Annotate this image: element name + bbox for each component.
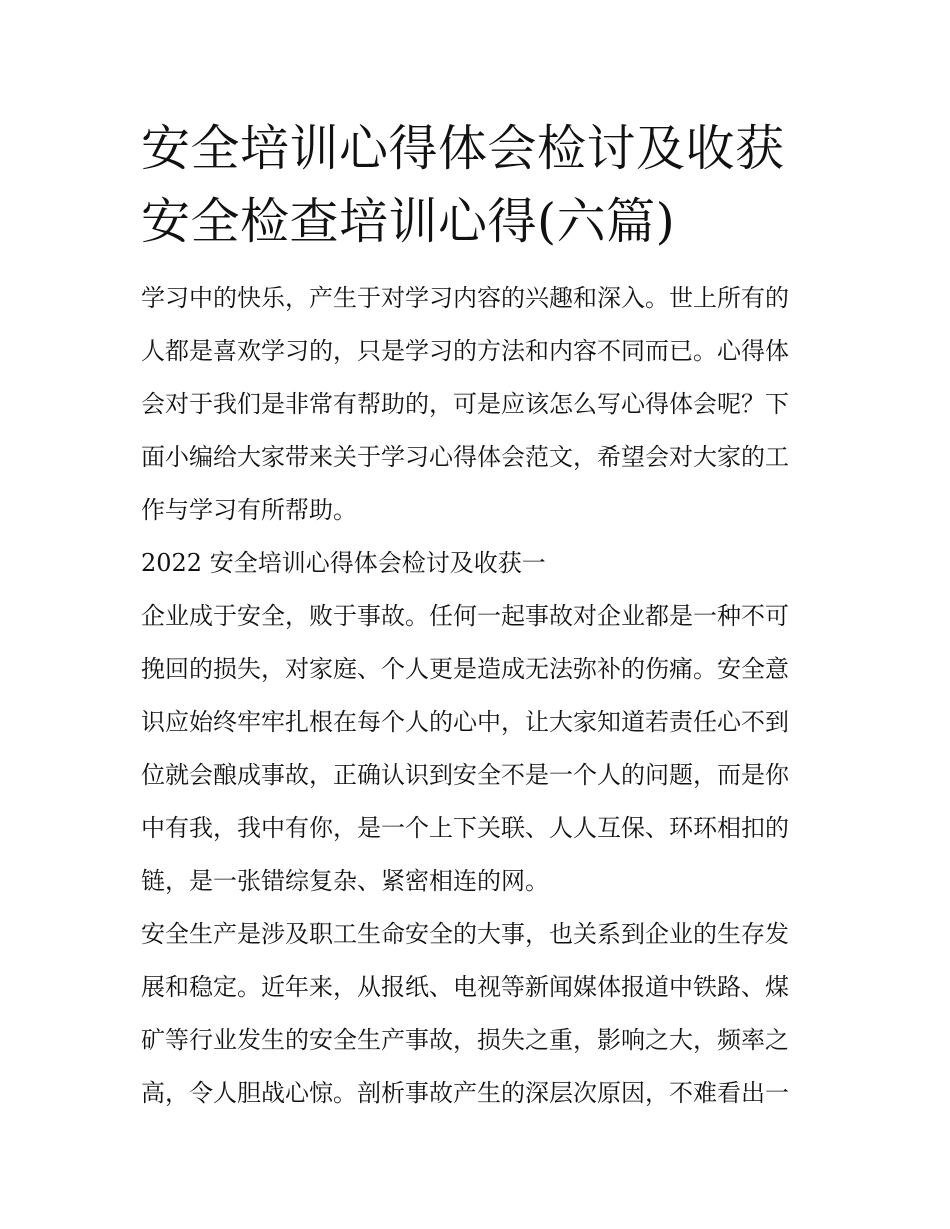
text-line: 面小编给大家带来关于学习心得体会范文，希望会对大家的工 [141,443,789,471]
text-line: 展和稳定。近年来，从报纸、电视等新闻媒体报道中铁路、煤 [141,973,789,1001]
document-title [141,112,813,258]
text-line: 高，令人胆战心惊。剖析事故产生的深层次原因，不难看出一 [141,1079,789,1107]
text-line: 作与学习有所帮助。 [141,496,357,524]
text-line: 会对于我们是非常有帮助的，可是应该怎么写心得体会呢？下 [141,390,789,418]
text-line: 学习中的快乐，产生于对学习内容的兴趣和深入。世上所有的 [141,284,789,312]
text-line: 链，是一张错综复杂、紧密相连的网。 [141,867,549,895]
text-line: 企业成于安全，败于事故。任何一起事故对企业都是一种不可 [141,602,789,630]
text-line: 矿等行业发生的安全生产事故，损失之重，影响之大，频率之 [141,1026,789,1054]
document-page [141,112,813,1120]
intro-paragraph [141,272,813,537]
text-line: 识应始终牢牢扎根在每个人的心中，让大家知道若责任心不到 [141,708,789,736]
text-line: 安全生产是涉及职工生命安全的大事，也关系到企业的生存发 [141,920,789,948]
text-line: 位就会酿成事故，正确认识到安全不是一个人的问题，而是你 [141,761,789,789]
text-line: 人都是喜欢学习的，只是学习的方法和内容不同而已。心得体 [141,337,789,365]
text-line: 挽回的损失，对家庭、个人更是造成无法弥补的伤痛。安全意 [141,655,789,683]
body-paragraph-1 [141,590,813,908]
section-heading: 2022 安全培训心得体会检讨及收获一 [141,549,546,577]
text-line: 中有我，我中有你，是一个上下关联、人人互保、环环相扣的 [141,814,789,842]
body-paragraph-2 [141,908,813,1120]
title-line-2: 安全检查培训心得(六篇) [141,193,676,250]
title-line-1: 安全培训心得体会检讨及收获 [141,120,785,177]
